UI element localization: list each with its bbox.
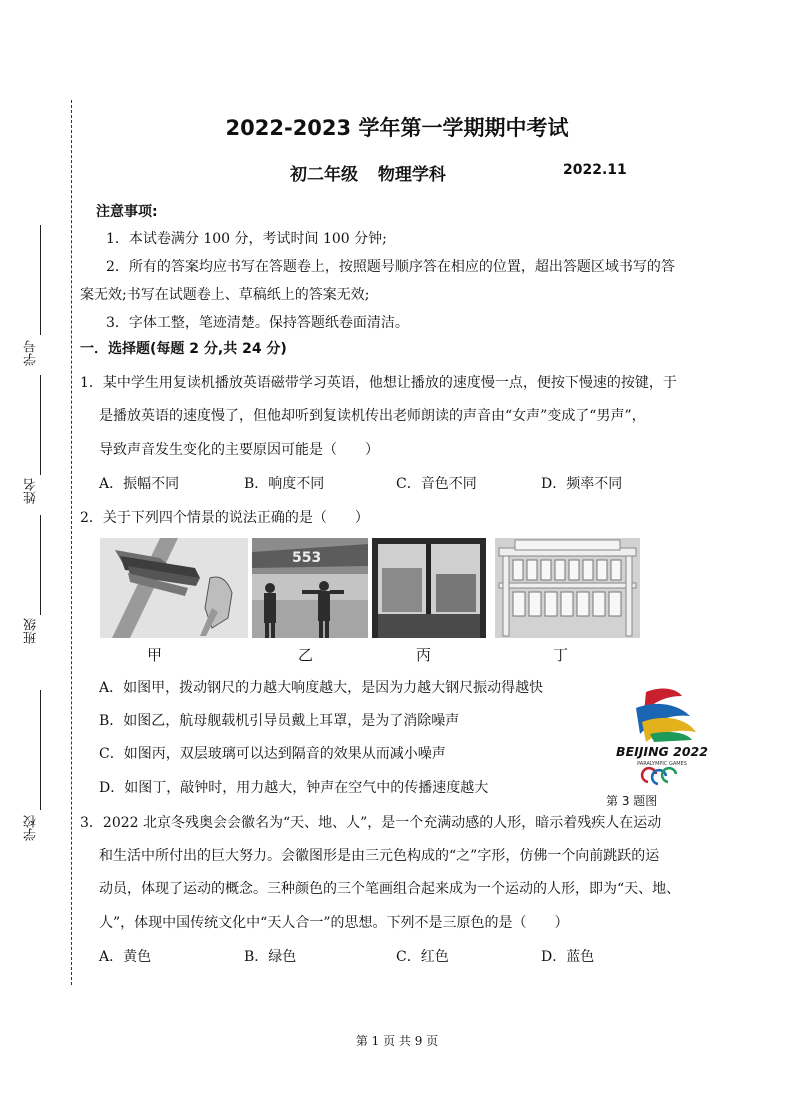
q3-option-a: A．黄色 xyxy=(99,949,152,965)
school-rule xyxy=(40,690,41,810)
student-no-label: 学号 xyxy=(24,340,39,366)
figure-bing-window xyxy=(372,538,486,638)
section-heading: 一．选择题(每题 2 分,共 24 分) xyxy=(80,341,287,357)
notice-item-1: 1．本试卷满分 100 分，考试时间 100 分钟; xyxy=(106,231,387,247)
exam-date: 2022.11 xyxy=(563,162,627,178)
exam-title: 2022-2023 学年第一学期期中考试 xyxy=(225,116,569,140)
plane-number: 553 xyxy=(292,550,322,566)
emblem-subline: PARALYMPIC GAMES xyxy=(637,761,687,767)
notice-item-2-line-1: 2．所有的答案均应书写在答题卷上，按照题号顺序答在相应的位置，超出答题区域书写的答 xyxy=(106,259,675,275)
q1-option-c: C．音色不同 xyxy=(396,476,477,492)
class-rule xyxy=(40,515,41,615)
binding-line xyxy=(71,100,72,985)
q1-line-3: 导致声音发生变化的主要原因可能是（ ） xyxy=(99,442,379,458)
figure-label-ding: 丁 xyxy=(553,646,569,664)
q1-option-d: D．频率不同 xyxy=(541,476,623,492)
q3-option-b: B．绿色 xyxy=(244,949,297,965)
q2-option-c: C．如图丙，双层玻璃可以达到隔音的效果从而减小噪声 xyxy=(99,746,446,762)
figure-3-caption: 第 3 题图 xyxy=(606,794,658,808)
notice-heading: 注意事项: xyxy=(96,204,158,220)
q1-option-b: B．响度不同 xyxy=(244,476,325,492)
q2-option-b: B．如图乙，航母舰载机引导员戴上耳罩，是为了消除噪声 xyxy=(99,713,460,729)
q3-line-4: 人”，体现中国传统文化中“天人合一”的思想。下列不是三原色的是（ ） xyxy=(99,915,569,931)
figure-label-bing: 丙 xyxy=(416,646,432,664)
q1-option-a: A．振幅不同 xyxy=(99,476,180,492)
name-label: 姓名 xyxy=(24,478,39,504)
q3-line-3: 动员，体现了运动的概念。三种颜色的三个笔画组合起来成为一个运动的人形，即为“天、地、 xyxy=(99,881,681,897)
q2-stem: 2．关于下列四个情景的说法正确的是（ ） xyxy=(80,510,369,526)
q1-line-1: 1．某中学生用复读机播放英语磁带学习英语，他想让播放的速度慢一点，便按下慢速的按键，于 xyxy=(80,375,677,391)
notice-item-2-line-2: 案无效;书写在试题卷上、草稿纸上的答案无效; xyxy=(80,287,370,303)
q3-line-1: 3．2022 北京冬残奥会会徽名为“天、地、人”，是一个充满动感的人形，暗示着残疾人在运动 xyxy=(80,815,662,831)
q2-option-d: D．如图丁，敲钟时，用力越大，钟声在空气中的传播速度越大 xyxy=(99,780,489,796)
figure-jia-ruler xyxy=(100,538,248,638)
q3-option-d: D．蓝色 xyxy=(541,949,595,965)
class-label: 班级 xyxy=(24,618,39,644)
q1-line-2: 是播放英语的速度慢了，但他却听到复读机传出老师朗读的声音由“女声”变成了“男声”， xyxy=(99,408,646,424)
q3-option-c: C．红色 xyxy=(396,949,449,965)
q3-line-2: 和生活中所付出的巨大努力。会徽图形是由三元色构成的“之”字形，仿佛一个向前跳跃的运 xyxy=(99,848,660,864)
student-no-rule xyxy=(40,225,41,335)
figure-ding-bells xyxy=(495,538,640,638)
page-footer: 第 1 页 共 9 页 xyxy=(355,1034,439,1048)
beijing-2022-paralympic-emblem xyxy=(606,682,718,797)
notice-item-3: 3．字体工整，笔迹清楚。保持答题纸卷面清洁。 xyxy=(106,315,409,331)
figure-label-yi: 乙 xyxy=(298,646,314,664)
q2-option-a: A．如图甲，拨动钢尺的力越大响度越大，是因为力越大钢尺振动得越快 xyxy=(99,680,544,696)
name-rule xyxy=(40,375,41,475)
figure-label-jia: 甲 xyxy=(147,646,163,664)
exam-subtitle: 初二年级 物理学科 xyxy=(290,165,446,185)
emblem-wordmark: BEIJING 2022 xyxy=(616,744,708,759)
figure-yi-carrier xyxy=(252,538,368,638)
school-label: 学校 xyxy=(24,815,39,841)
